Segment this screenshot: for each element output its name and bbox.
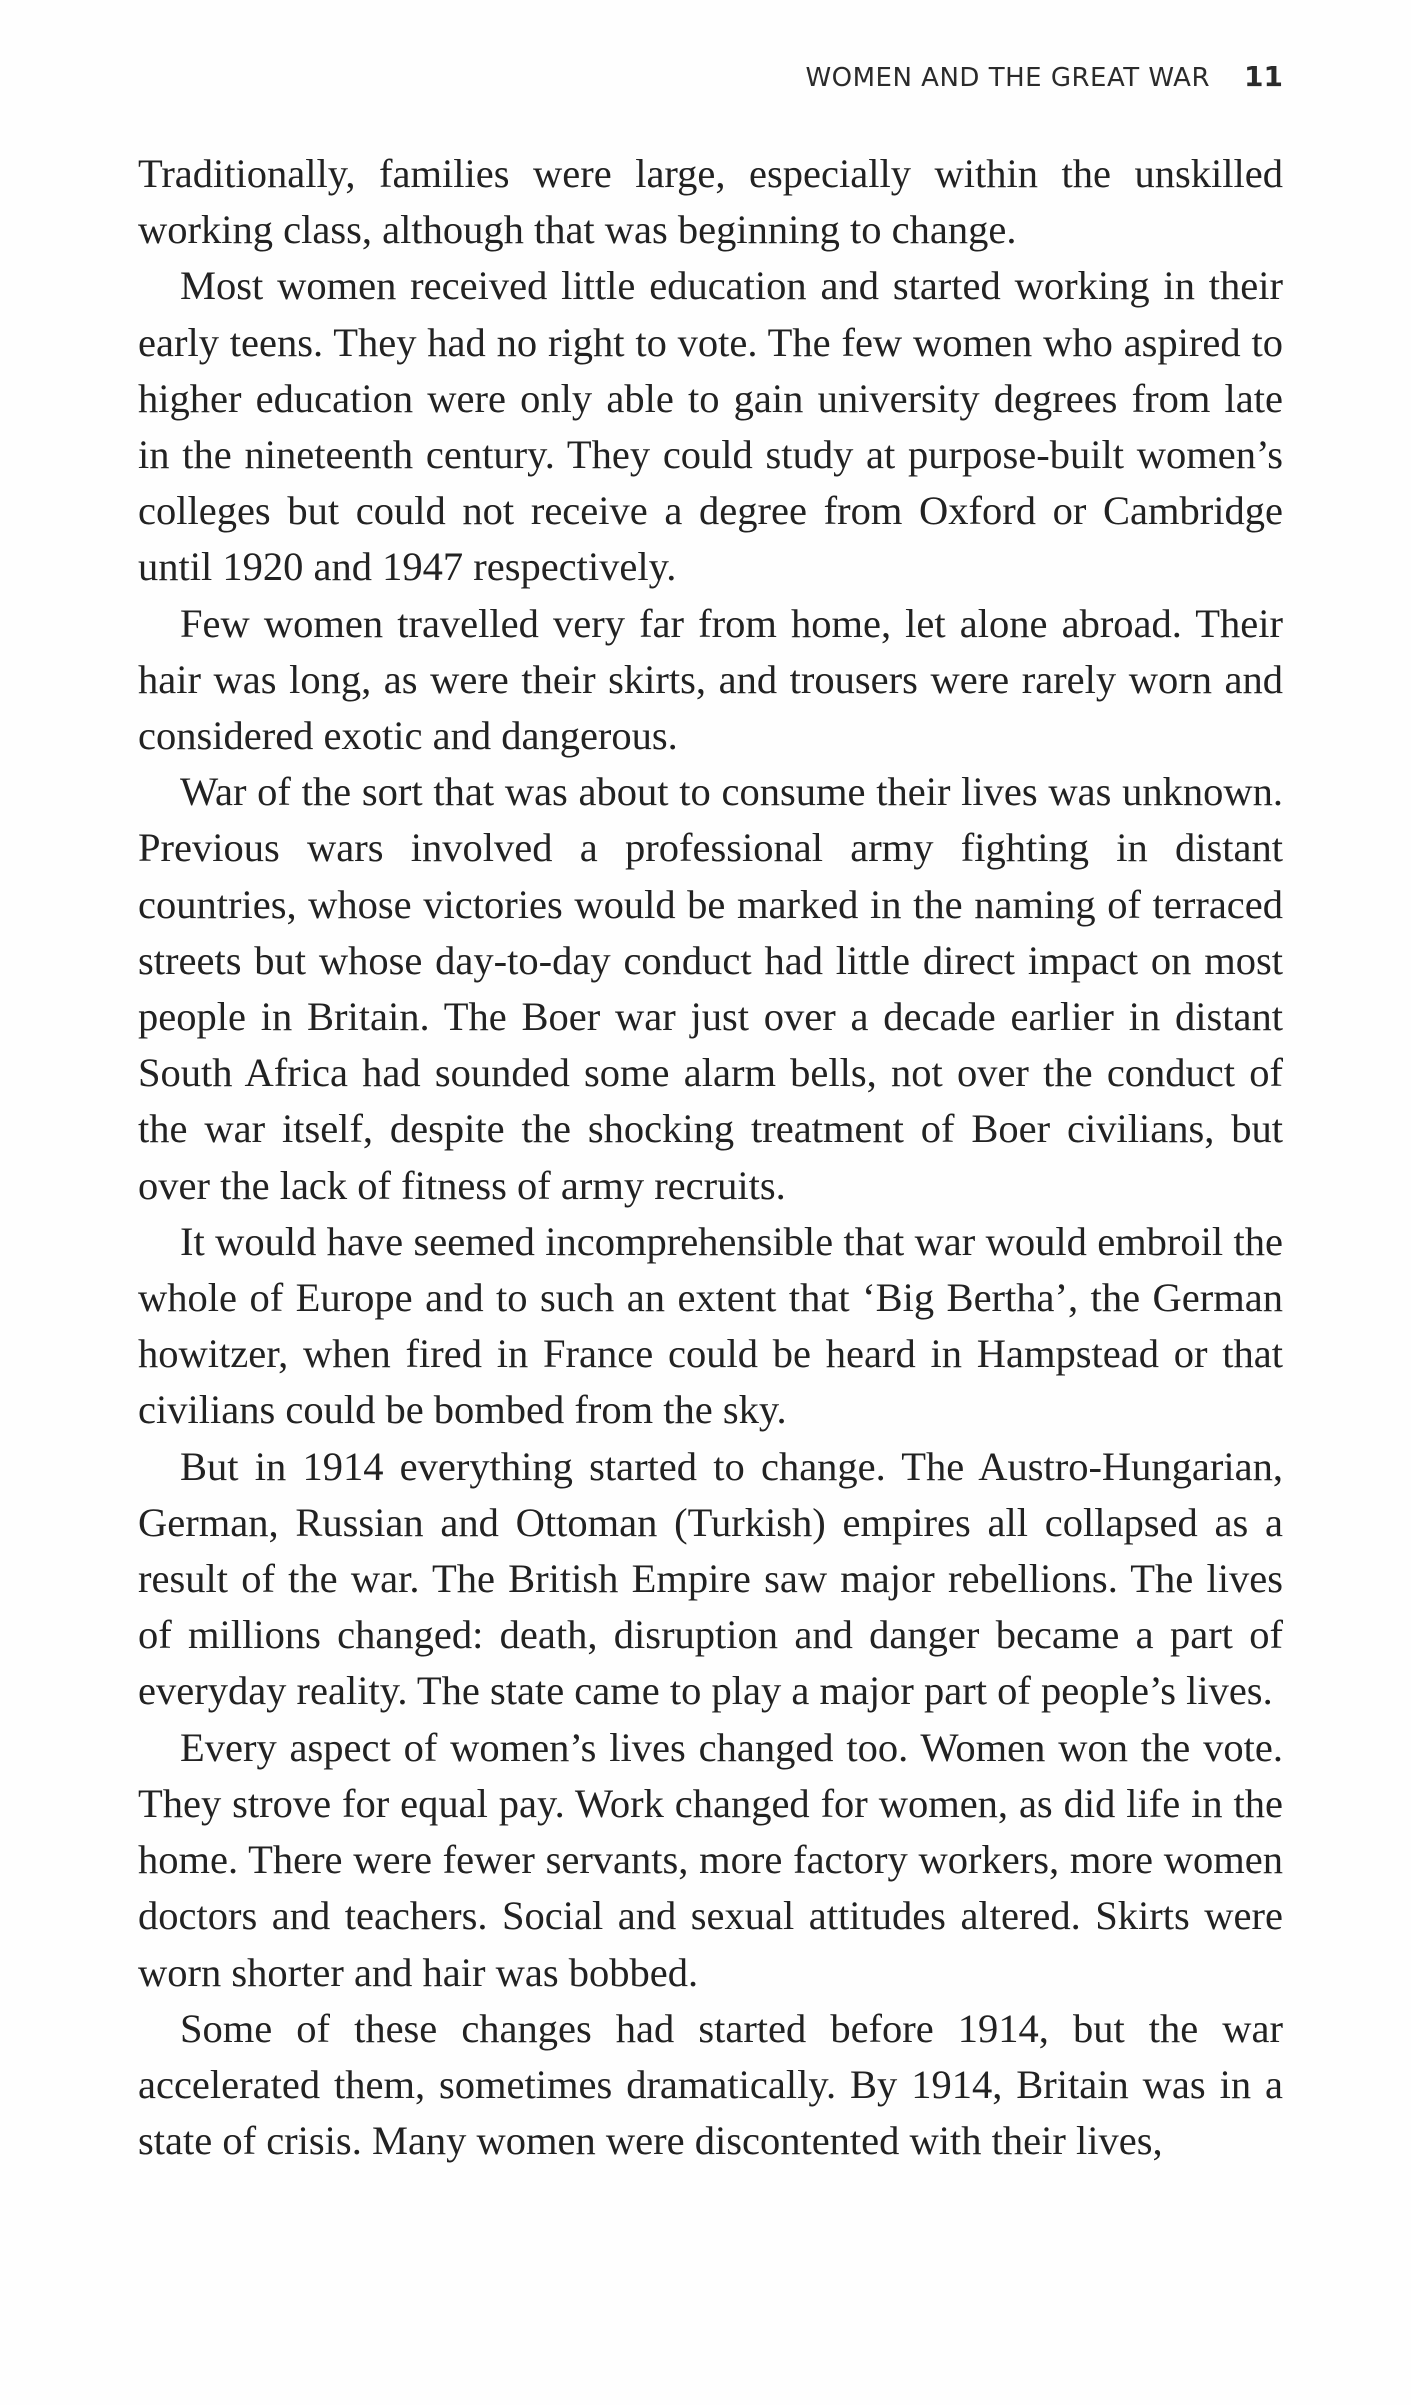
paragraph: But in 1914 everything started to change. The Austro-Hungarian, German, Russian and Ottoman (Turkish) empires all collapsed as a result of the war. The British Empire saw major rebellions. The lives of millions changed: death, disruption and danger became a part of everyday reality. The state came to play a major part of people’s lives. — [138, 1443, 1283, 1714]
paragraph: Few women travelled very far from home, let alone abroad. Their hair was long, as were their skirts, and trousers were rarely worn and considered exotic and dangerous. — [138, 600, 1283, 759]
paragraph: It would have seemed incomprehensible that war would embroil the whole of Europe and to such an extent that ‘Big Bertha’, the German howitzer, when fired in France could be heard in Hampstead or that civilians could be bombed from the sky. — [138, 1218, 1283, 1433]
page-number: 11 — [1244, 60, 1283, 93]
body-text — [138, 146, 1283, 2169]
paragraph: War of the sort that was about to consume their lives was unknown. Previous wars involved a professional army fighting in distant countries, whose victories would be marked in the naming of terraced streets but whose day-to-day conduct had little direct impact on most people in Britain. The Boer war just over a decade earlier in distant South Africa had sounded some alarm bells, not over the conduct of the war itself, despite the shocking treatment of Boer civilians, but over the lack of fitness of army recruits. — [138, 769, 1283, 1208]
paragraph: Every aspect of women’s lives changed too. Women won the vote. They strove for equal pay. Work changed for women, as did life in the home. There were fewer servants, more factory workers, more women doctors and teachers. Social and sexual attitudes altered. Skirts were worn shorter and hair was bobbed. — [138, 1724, 1283, 1995]
paragraph: Some of these changes had started before 1914, but the war accelerated them, sometimes dramatically. By 1914, Britain was in a state of crisis. Many women were discontented with their lives, — [138, 2005, 1283, 2164]
running-head — [805, 60, 1283, 93]
paragraph: Traditionally, families were large, especially within the unskilled working class, although that was beginning to change. — [138, 151, 1283, 253]
running-title: WOMEN AND THE GREAT WAR — [805, 63, 1211, 93]
paragraph: Most women received little education and started working in their early teens. They had no right to vote. The few women who aspired to higher education were only able to gain university degrees from late in the nineteenth century. They could study at purpose-built women’s colleges but could not receive a degree from Oxford or Cambridge until 1920 and 1947 respectively. — [138, 263, 1283, 590]
